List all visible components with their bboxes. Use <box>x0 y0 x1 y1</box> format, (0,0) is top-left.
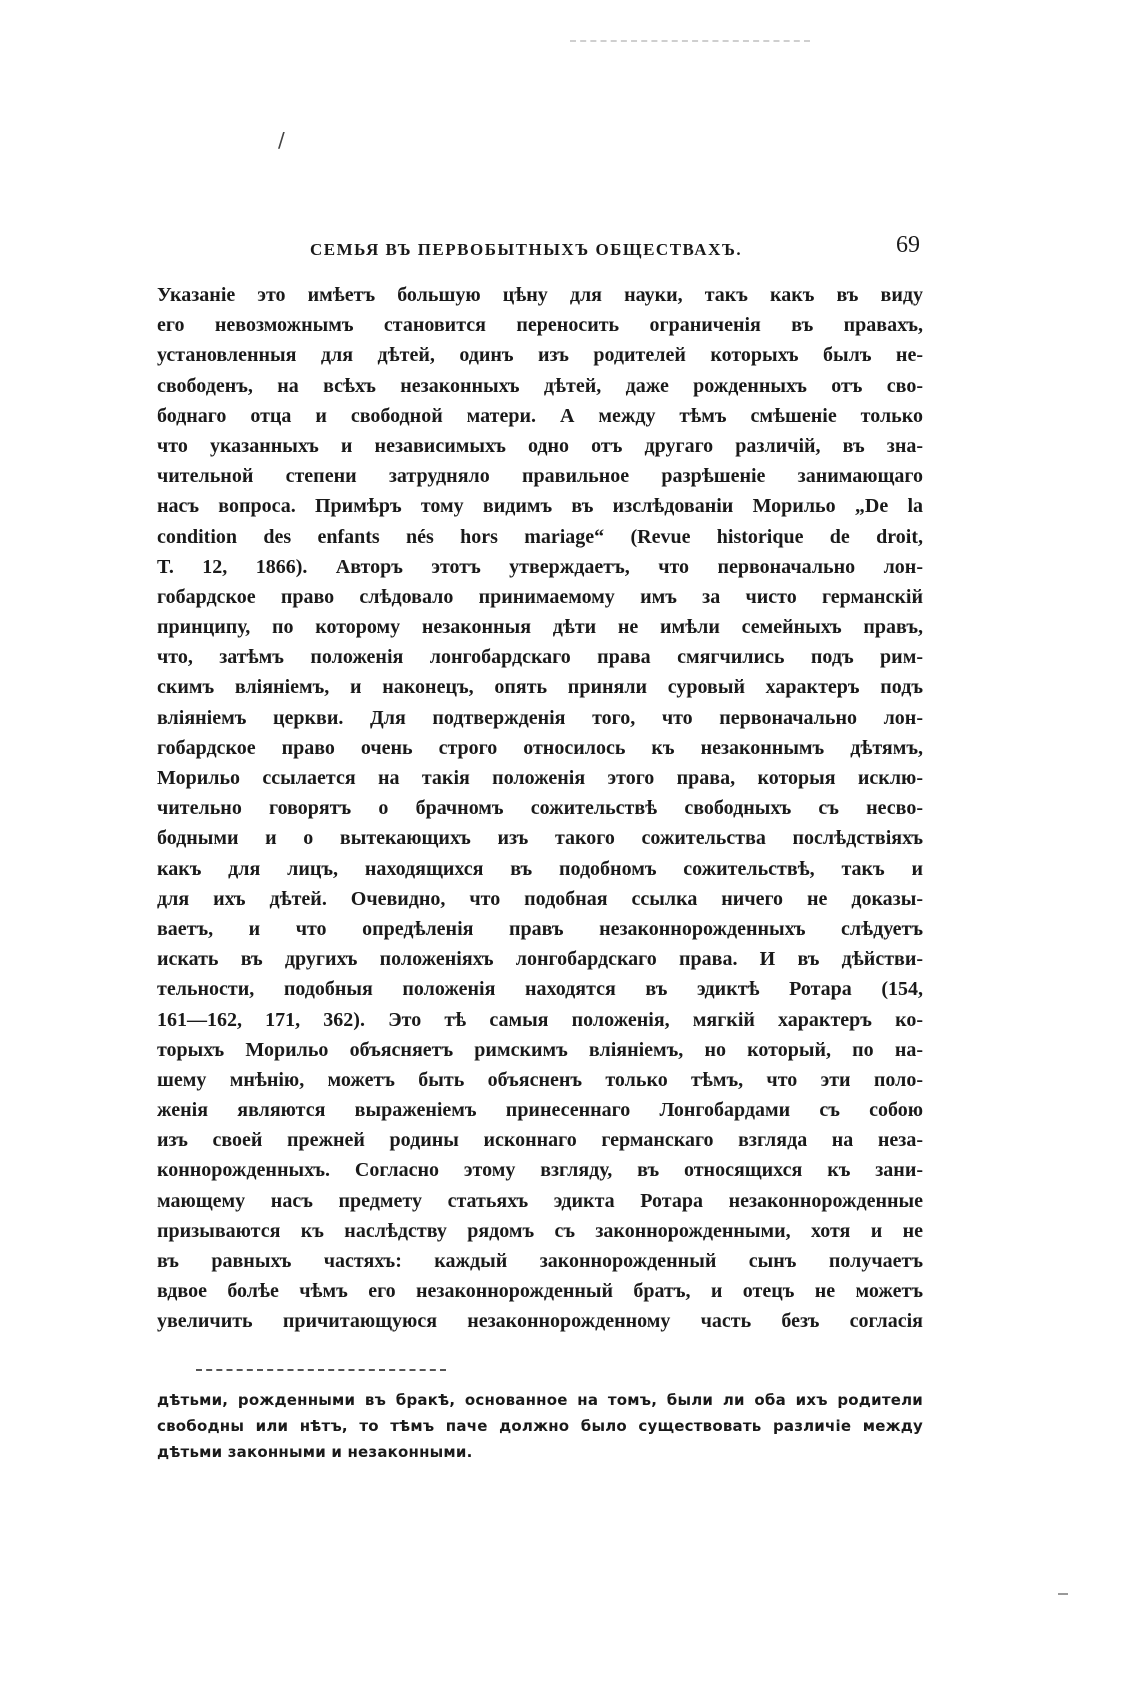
page-number: 69 <box>896 232 920 258</box>
text-line: Морильо ссылается на такія положенія этого права, которыя исклю- <box>157 767 923 789</box>
text-line: женія являются выраженіемъ принесеннаго Лонгобардами съ собою <box>157 1099 923 1122</box>
text-line: изъ своей прежней родины исконнаго германскаго взгляда на неза- <box>157 1129 923 1152</box>
scan-margin-mark <box>1058 1593 1068 1595</box>
stray-pen-mark: / <box>278 128 285 152</box>
text-line: бодными и о вытекающихъ изъ такого сожительства послѣдствіяхъ <box>157 827 923 850</box>
running-head: СЕМЬЯ ВЪ ПЕРВОБЫТНЫХЪ ОБЩЕСТВАХЪ. <box>310 240 743 259</box>
text-line: скимъ вліяніемъ, и наконецъ, опять приняли суровый характеръ подъ <box>157 676 923 699</box>
text-line: мающему насъ предмету статьяхъ эдикта Ротара незаконнорожденные <box>157 1189 923 1212</box>
text-line: коннорожденныхъ. Согласно этому взгляду, въ относящихся къ зани- <box>157 1159 923 1182</box>
text-line: вдвое болѣе чѣмъ его незаконнорожденный братъ, и отецъ не можетъ <box>157 1280 923 1303</box>
footnote <box>157 1387 923 1465</box>
footnote-line: дѣтьми, рожденными въ бракѣ, основанное на томъ, были ли оба ихъ родители <box>157 1391 923 1409</box>
text-line: чительной степени затрудняло правильное разрѣшеніе занимающаго <box>157 465 923 488</box>
text-line: шему мнѣнію, можетъ быть объясненъ только тѣмъ, что эти поло- <box>157 1068 923 1091</box>
footnote-separator <box>196 1369 446 1371</box>
body-text <box>157 280 923 1337</box>
text-line: ваетъ, и что опредѣленія правъ незаконнорожденныхъ слѣдуетъ <box>157 917 923 940</box>
text-line: тельности, подобныя положенія находятся въ эдиктѣ Ротара (154, <box>157 978 923 1001</box>
text-line: искать въ другихъ положеніяхъ лонгобардскаго права. И въ дѣйстви- <box>157 948 923 971</box>
text-line: гобардское право слѣдовало принимаемому имъ за чисто германскій <box>157 585 923 608</box>
text-line: принципу, по которому незаконныя дѣти не имѣли семейныхъ правъ, <box>157 616 923 639</box>
text-line: чительно говорятъ о брачномъ сожительствѣ свободныхъ съ несво- <box>157 797 923 820</box>
text-line: увеличить причитающуюся незаконнорожденному часть безъ согласія <box>157 1310 923 1333</box>
footnote-line: свободны или нѣтъ, то тѣмъ паче должно было существовать различіе между <box>157 1417 923 1435</box>
text-line: гобардское право очень строго относилось къ незаконнымъ дѣтямъ, <box>157 736 923 759</box>
text-line: его невозможнымъ становится переносить ограниченія въ правахъ, <box>157 314 923 337</box>
text-line: какъ для лицъ, находящихся въ подобномъ сожительствѣ, такъ и <box>157 857 923 880</box>
footnote-line: дѣтьми законными и незаконными. <box>157 1443 473 1461</box>
text-line: что, затѣмъ положенія лонгобардскаго права смягчились подъ рим- <box>157 646 923 669</box>
text-line: торыхъ Морильо объясняетъ римскимъ вліяніемъ, но который, по на- <box>157 1038 923 1061</box>
text-line: Указаніе это имѣетъ большую цѣну для науки, такъ какъ въ виду <box>157 284 923 306</box>
text-line: T. 12, 1866). Авторъ этотъ утверждаетъ, что первоначально лон- <box>157 555 923 578</box>
text-line: установленныя для дѣтей, одинъ изъ родителей которыхъ былъ не- <box>157 344 923 367</box>
text-line: боднаго отца и свободной матери. А между тѣмъ смѣшеніе только <box>157 404 923 427</box>
scan-artifact-line <box>570 40 810 44</box>
text-line: насъ вопроса. Примѣръ тому видимъ въ изслѣдованіи Морильо „De la <box>157 495 923 518</box>
text-line: что указанныхъ и независимыхъ одно отъ другаго различій, въ зна- <box>157 434 923 457</box>
text-line: призываются къ наслѣдству рядомъ съ законнорожденными, хотя и не <box>157 1219 923 1242</box>
text-line: для ихъ дѣтей. Очевидно, что подобная ссылка ничего не доказы- <box>157 887 923 910</box>
text-line: свободенъ, на всѣхъ незаконныхъ дѣтей, даже рожденныхъ отъ сво- <box>157 374 923 397</box>
text-line: 161—162, 171, 362). Это тѣ самыя положенія, мягкій характеръ ко- <box>157 1008 923 1031</box>
text-line: condition des enfants nés hors mariage“ (Revue historique de droit, <box>157 525 923 548</box>
page-header <box>160 232 920 268</box>
text-line: въ равныхъ частяхъ: каждый законнорожденный сынъ получаетъ <box>157 1250 923 1272</box>
text-line: вліяніемъ церкви. Для подтвержденія того, что первоначально лон- <box>157 706 923 729</box>
